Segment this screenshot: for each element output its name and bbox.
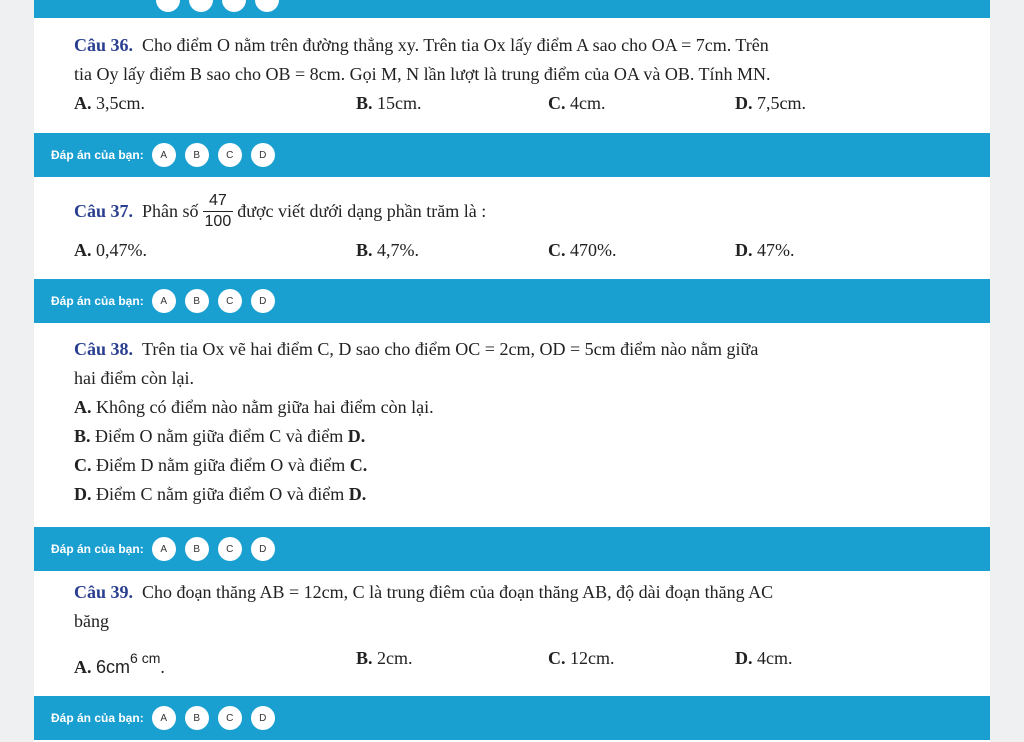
option-c: C. Điểm D nằm giữa điểm O và điểm C. (74, 455, 368, 475)
question-number: Câu 36. (74, 35, 134, 55)
option-b: B. 2cm. (356, 648, 413, 668)
choice-a-button[interactable]: A (152, 706, 176, 730)
option-d: D. 7,5cm. (735, 93, 806, 113)
question-text: băng (74, 611, 109, 631)
choice-b-button[interactable]: B (185, 706, 209, 730)
choice-c-button[interactable]: C (218, 143, 242, 167)
choice-b-button[interactable] (189, 0, 213, 12)
question-text: Cho đoạn thăng AB = 12cm, C là trung điêm của đoạn thăng AB, độ dài đoạn thăng AC (142, 582, 774, 602)
choice-d-button[interactable]: D (251, 537, 275, 561)
answer-bar-38 (34, 527, 990, 571)
question-text: Phân số (142, 200, 199, 221)
question-text: hai điểm còn lại. (74, 368, 194, 388)
question-text: được viết dưới dạng phần trăm là : (237, 200, 487, 221)
choice-d-button[interactable]: D (251, 143, 275, 167)
question-36 (74, 31, 934, 118)
option-b: B. Điểm O nằm giữa điểm C và điểm D. (74, 426, 366, 446)
option-d: D. 4cm. (735, 648, 793, 668)
option-a: A. Không có điểm nào nằm giữa hai điểm còn lại. (74, 397, 434, 417)
answer-label: Đáp án của bạn: (51, 542, 144, 556)
question-text: Trên tia Ox vẽ hai điểm C, D sao cho điểm OC = 2cm, OD = 5cm điểm nào nằm giữa (142, 339, 759, 359)
choice-a-button[interactable]: A (152, 289, 176, 313)
option-b: B. 4,7%. (356, 240, 420, 260)
option-d: D. 47%. (735, 240, 795, 260)
question-number: Câu 38. (74, 339, 134, 359)
option-a: A. 3,5cm. (74, 93, 145, 113)
choice-a-button[interactable]: A (152, 143, 176, 167)
fraction-denominator: 100 (204, 212, 232, 230)
question-number: Câu 37. (74, 200, 134, 221)
answer-bar-37 (34, 279, 990, 323)
choice-d-button[interactable] (255, 0, 279, 12)
option-a: A. $6cm^{6 cm}$. (74, 650, 165, 677)
choice-d-button[interactable]: D (251, 289, 275, 313)
question-38 (74, 335, 934, 509)
question-text: Cho điểm O nằm trên đường thẳng xy. Trên tia Ox lấy điểm A sao cho OA = 7cm. Trên (142, 35, 769, 55)
question-39 (74, 578, 934, 677)
choice-b-button[interactable]: B (185, 289, 209, 313)
choice-b-button[interactable]: B (185, 537, 209, 561)
choice-c-button[interactable]: C (218, 706, 242, 730)
option-d: D. Điểm C nằm giữa điểm O và điểm D. (74, 484, 367, 504)
choice-d-button[interactable]: D (251, 706, 275, 730)
option-a: A. 0,47%. (74, 240, 147, 260)
question-37 (74, 186, 934, 265)
answer-bar-35 (34, 0, 990, 18)
choice-c-button[interactable] (222, 0, 246, 12)
answer-bar-39 (34, 696, 990, 740)
answer-label: Đáp án của bạn: (51, 148, 144, 162)
question-text: tia Oy lấy điểm B sao cho OB = 8cm. Gọi M, N lần lượt là trung điểm của OA và OB. Tính MN. (74, 64, 771, 84)
answer-bar-36 (34, 133, 990, 177)
choice-a-button[interactable]: A (152, 537, 176, 561)
question-number: Câu 39. (74, 582, 134, 602)
choice-a-button[interactable] (156, 0, 180, 12)
option-b: B. 15cm. (356, 93, 422, 113)
option-c: C. 12cm. (548, 648, 615, 668)
option-c: C. 4cm. (548, 93, 606, 113)
fraction (203, 191, 234, 232)
answer-label: Đáp án của bạn: (51, 711, 144, 725)
option-c: C. 470%. (548, 240, 617, 260)
fraction-numerator: 47 (208, 191, 227, 209)
choice-c-button[interactable]: C (218, 289, 242, 313)
answer-label: Đáp án của bạn: (51, 294, 144, 308)
choice-c-button[interactable]: C (218, 537, 242, 561)
choice-b-button[interactable]: B (185, 143, 209, 167)
